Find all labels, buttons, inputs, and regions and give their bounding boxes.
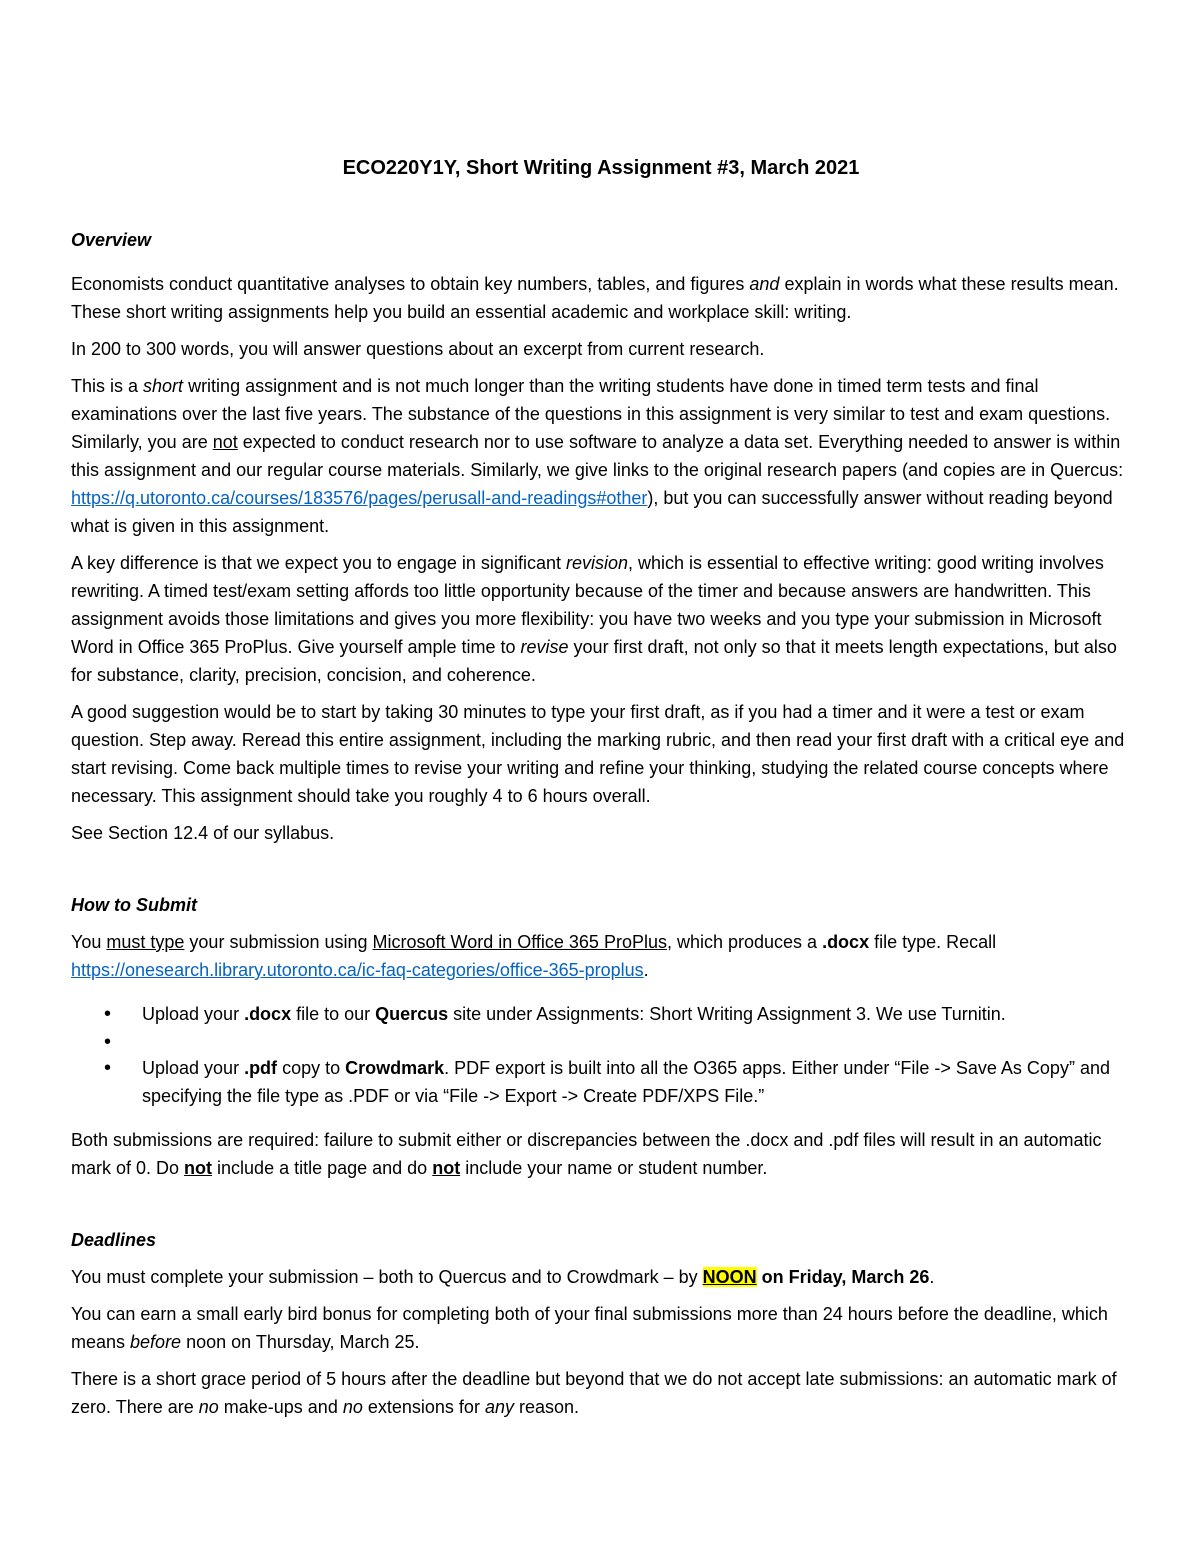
- overview-paragraph-4: A key difference is that we expect you to engage in significant revision, which is essential to effective writing: good writing involves rewriting. A timed test/exam setting affords too little opportunity because of the timer and because answers are handwritten. This assignment avoids those limitations and gives you more flexibility: you have two weeks and you type your submission in Microsoft Word in Office 365 ProPlus. Give yourself ample time to revise your first draft, not only so that it meets length expectations, but also for substance, clarity, precision, concision, and coherence.: [71, 553, 1117, 685]
- deadlines-paragraph-2: You can earn a small early bird bonus for completing both of your final submissions more than 24 hours before the deadline, which means before noon on Thursday, March 25.: [71, 1304, 1108, 1352]
- overview-paragraph-6: See Section 12.4 of our syllabus.: [71, 823, 335, 843]
- submit-paragraph-1: You must type your submission using Microsoft Word in Office 365 ProPlus, which produces a .docx file type. Recall https://onesearch.library.utoronto.ca/ic-faq-categories/office-365-proplus.: [71, 932, 997, 980]
- quercus-readings-link[interactable]: https://q.utoronto.ca/courses/183576/pages/perusall-and-readings#other: [71, 488, 648, 508]
- document-title: ECO220Y1Y, Short Writing Assignment #3, March 2021: [342, 157, 860, 179]
- noon-highlight: NOON: [702, 1267, 757, 1287]
- list-item-upload-pdf: • Upload your .pdf copy to Crowdmark. PDF export is built into all the O365 apps. Either under “File -> Save As Copy” and specifying the file type as .PDF or via “File -> Export -> Create PDF/XPS File.”: [71, 1054, 1131, 1110]
- overview-paragraph-1: Economists conduct quantitative analyses to obtain key numbers, tables, and figures and explain in words what these results mean. These short writing assignments help you build an essential academic and workplace skill: writing.: [71, 274, 1119, 322]
- document-page: [71, 150, 1131, 1421]
- deadlines-paragraph-3: There is a short grace period of 5 hours after the deadline but beyond that we do not accept late submissions: an automatic mark of zero. There are no make-ups and no extensions for any reason.: [71, 1369, 1117, 1417]
- overview-paragraph-2: In 200 to 300 words, you will answer questions about an excerpt from current research.: [71, 339, 765, 359]
- deadlines-heading: Deadlines: [71, 1230, 157, 1250]
- office-365-link[interactable]: https://onesearch.library.utoronto.ca/ic-faq-categories/office-365-proplus: [71, 960, 644, 980]
- submit-paragraph-2: Both submissions are required: failure to submit either or discrepancies between the .docx and .pdf files will result in an automatic mark of 0. Do not include a title page and do not include your name or student number.: [71, 1130, 1102, 1178]
- submission-steps-list: [71, 1000, 1131, 1110]
- overview-heading: Overview: [71, 230, 152, 250]
- list-item-upload-docx: • Upload your .docx file to our Quercus site under Assignments: Short Writing Assignment 3. We use Turnitin.: [71, 1000, 1131, 1028]
- how-to-submit-heading: How to Submit: [71, 895, 197, 915]
- deadlines-paragraph-1: You must complete your submission – both to Quercus and to Crowdmark – by NOON on Friday, March 26.: [71, 1267, 935, 1287]
- overview-paragraph-3: This is a short writing assignment and is not much longer than the writing students have done in timed term tests and final examinations over the last five years. The substance of the questions in this assignment is very similar to test and exam questions. Similarly, you are not expected to conduct research nor to use software to analyze a data set. Everything needed to answer is within this assignment and our regular course materials. Similarly, we give links to the original research papers (and copies are in Quercus: https://q.utoronto.ca/courses/183576/pages/perusall-and-readings#other), but you can successfully answer without reading beyond what is given in this assignment.: [71, 376, 1124, 536]
- overview-paragraph-5: A good suggestion would be to start by taking 30 minutes to type your first draft, as if you had a timer and it were a test or exam question. Step away. Reread this entire assignment, including the marking rubric, and then read your first draft with a critical eye and start revising. Come back multiple times to revise your writing and refine your thinking, studying the related course concepts where necessary. This assignment should take you roughly 4 to 6 hours overall.: [71, 702, 1125, 806]
